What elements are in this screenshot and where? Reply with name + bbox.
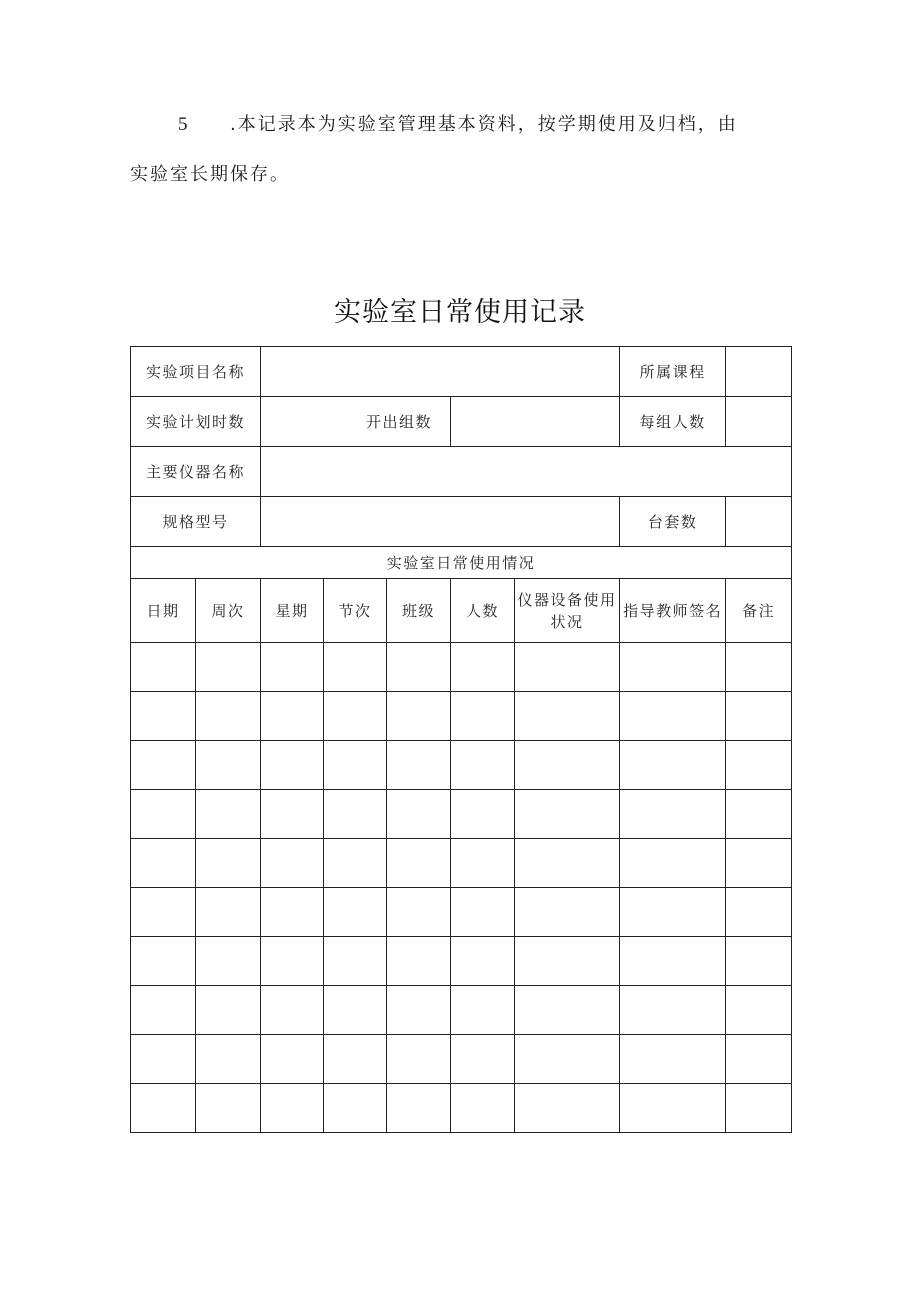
- table-row: [131, 790, 792, 839]
- col-weekday: 星期: [261, 579, 324, 643]
- entry-cell[interactable]: [324, 986, 387, 1035]
- entry-cell[interactable]: [515, 1035, 620, 1084]
- entry-cell[interactable]: [131, 741, 196, 790]
- per-group-label: 每组人数: [620, 397, 726, 447]
- col-week: 周次: [196, 579, 261, 643]
- entry-cell[interactable]: [451, 888, 515, 937]
- table-row: [131, 1035, 792, 1084]
- groups-field[interactable]: [451, 397, 620, 447]
- entry-cell[interactable]: [515, 790, 620, 839]
- entry-cell[interactable]: [196, 643, 261, 692]
- col-teacher-signature: 指导教师签名: [620, 579, 726, 643]
- entry-cell[interactable]: [324, 643, 387, 692]
- entry-cell[interactable]: [515, 986, 620, 1035]
- entry-cell[interactable]: [726, 790, 792, 839]
- entry-cell[interactable]: [387, 1035, 451, 1084]
- table-row: [131, 741, 792, 790]
- table-row: [131, 937, 792, 986]
- project-name-label: 实验项目名称: [131, 347, 261, 397]
- spec-field[interactable]: [261, 497, 620, 547]
- entry-cell[interactable]: [324, 692, 387, 741]
- entry-cell[interactable]: [515, 888, 620, 937]
- col-date: 日期: [131, 579, 196, 643]
- entry-cell[interactable]: [324, 1084, 387, 1133]
- entry-cell[interactable]: [451, 839, 515, 888]
- entry-cell[interactable]: [451, 643, 515, 692]
- entry-cell[interactable]: [726, 839, 792, 888]
- entry-cell[interactable]: [131, 692, 196, 741]
- entry-cell[interactable]: [515, 692, 620, 741]
- course-label: 所属课程: [620, 347, 726, 397]
- course-field[interactable]: [726, 347, 792, 397]
- entry-cell[interactable]: [261, 643, 324, 692]
- usage-rows: [131, 643, 792, 1133]
- instrument-field[interactable]: [261, 447, 792, 497]
- table-row: [131, 888, 792, 937]
- col-equipment-status: 仪器设备使用状况: [515, 579, 620, 643]
- entry-cell[interactable]: [387, 888, 451, 937]
- entry-cell[interactable]: [131, 643, 196, 692]
- entry-cell[interactable]: [261, 937, 324, 986]
- entry-cell[interactable]: [387, 1084, 451, 1133]
- entry-cell[interactable]: [261, 839, 324, 888]
- entry-cell[interactable]: [196, 937, 261, 986]
- entry-cell[interactable]: [726, 986, 792, 1035]
- table-row: [131, 643, 792, 692]
- entry-cell[interactable]: [451, 986, 515, 1035]
- record-table: [130, 346, 792, 1133]
- note-line-1: [130, 110, 790, 136]
- entry-cell[interactable]: [261, 1035, 324, 1084]
- entry-cell[interactable]: [196, 790, 261, 839]
- entry-cell[interactable]: [261, 692, 324, 741]
- entry-cell[interactable]: [620, 888, 726, 937]
- entry-cell[interactable]: [726, 1084, 792, 1133]
- entry-cell[interactable]: [196, 741, 261, 790]
- entry-cell[interactable]: [620, 1035, 726, 1084]
- usage-heading: 实验室日常使用情况: [131, 547, 792, 579]
- entry-cell[interactable]: [726, 937, 792, 986]
- entry-cell[interactable]: [726, 888, 792, 937]
- entry-cell[interactable]: [620, 1084, 726, 1133]
- entry-cell[interactable]: [261, 790, 324, 839]
- table-row: [131, 692, 792, 741]
- entry-cell[interactable]: [515, 839, 620, 888]
- entry-cell[interactable]: [451, 790, 515, 839]
- col-class: 班级: [387, 579, 451, 643]
- entry-cell[interactable]: [387, 937, 451, 986]
- note-number: 5: [178, 114, 190, 135]
- entry-cell[interactable]: [387, 741, 451, 790]
- entry-cell[interactable]: [620, 741, 726, 790]
- entry-cell[interactable]: [726, 1035, 792, 1084]
- entry-cell[interactable]: [324, 839, 387, 888]
- entry-cell[interactable]: [324, 741, 387, 790]
- entry-cell[interactable]: [131, 986, 196, 1035]
- entry-cell[interactable]: [261, 888, 324, 937]
- note-line-2: 实验室长期保存。: [130, 164, 290, 185]
- entry-cell[interactable]: [387, 643, 451, 692]
- entry-cell[interactable]: [620, 937, 726, 986]
- table-row: [131, 839, 792, 888]
- sets-label: 台套数: [620, 497, 726, 547]
- entry-cell[interactable]: [196, 986, 261, 1035]
- table-row: [131, 986, 792, 1035]
- sets-field[interactable]: [726, 497, 792, 547]
- planned-hours-label: 实验计划时数: [131, 397, 261, 447]
- entry-cell[interactable]: [324, 790, 387, 839]
- entry-cell[interactable]: [196, 839, 261, 888]
- entry-cell[interactable]: [451, 937, 515, 986]
- entry-cell[interactable]: [620, 986, 726, 1035]
- entry-cell[interactable]: [131, 790, 196, 839]
- entry-cell[interactable]: [515, 937, 620, 986]
- entry-cell[interactable]: [726, 643, 792, 692]
- entry-cell[interactable]: [515, 1084, 620, 1133]
- entry-cell[interactable]: [515, 741, 620, 790]
- entry-cell[interactable]: [131, 1035, 196, 1084]
- entry-cell[interactable]: [324, 888, 387, 937]
- entry-cell[interactable]: [196, 888, 261, 937]
- entry-cell[interactable]: [261, 1084, 324, 1133]
- entry-cell[interactable]: [324, 937, 387, 986]
- entry-cell[interactable]: [196, 1084, 261, 1133]
- entry-cell[interactable]: [387, 692, 451, 741]
- entry-cell[interactable]: [451, 1035, 515, 1084]
- entry-cell[interactable]: [451, 692, 515, 741]
- entry-cell[interactable]: [261, 741, 324, 790]
- entry-cell[interactable]: [196, 692, 261, 741]
- entry-cell[interactable]: [131, 888, 196, 937]
- entry-cell[interactable]: [451, 741, 515, 790]
- usage-record-form: [130, 346, 791, 1133]
- note-text-1: .本记录本为实验室管理基本资料，按学期使用及归档，由: [230, 114, 738, 135]
- entry-cell[interactable]: [451, 1084, 515, 1133]
- project-name-field[interactable]: [261, 347, 620, 397]
- entry-cell[interactable]: [620, 692, 726, 741]
- col-remarks: 备注: [726, 579, 792, 643]
- entry-cell[interactable]: [387, 839, 451, 888]
- entry-cell[interactable]: [131, 839, 196, 888]
- col-period: 节次: [324, 579, 387, 643]
- entry-cell[interactable]: [387, 790, 451, 839]
- entry-cell[interactable]: [131, 937, 196, 986]
- col-headcount: 人数: [451, 579, 515, 643]
- instrument-label: 主要仪器名称: [131, 447, 261, 497]
- entry-cell[interactable]: [515, 643, 620, 692]
- entry-cell[interactable]: [387, 986, 451, 1035]
- entry-cell[interactable]: [726, 741, 792, 790]
- entry-cell[interactable]: [196, 1035, 261, 1084]
- entry-cell[interactable]: [131, 1084, 196, 1133]
- spec-label: 规格型号: [131, 497, 261, 547]
- groups-label: 开出组数: [261, 397, 451, 447]
- page-title: 实验室日常使用记录: [334, 297, 586, 328]
- table-row: [131, 1084, 792, 1133]
- entry-cell[interactable]: [620, 790, 726, 839]
- entry-cell[interactable]: [324, 1035, 387, 1084]
- entry-cell[interactable]: [620, 839, 726, 888]
- entry-cell[interactable]: [261, 986, 324, 1035]
- per-group-field[interactable]: [726, 397, 792, 447]
- entry-cell[interactable]: [726, 692, 792, 741]
- entry-cell[interactable]: [620, 643, 726, 692]
